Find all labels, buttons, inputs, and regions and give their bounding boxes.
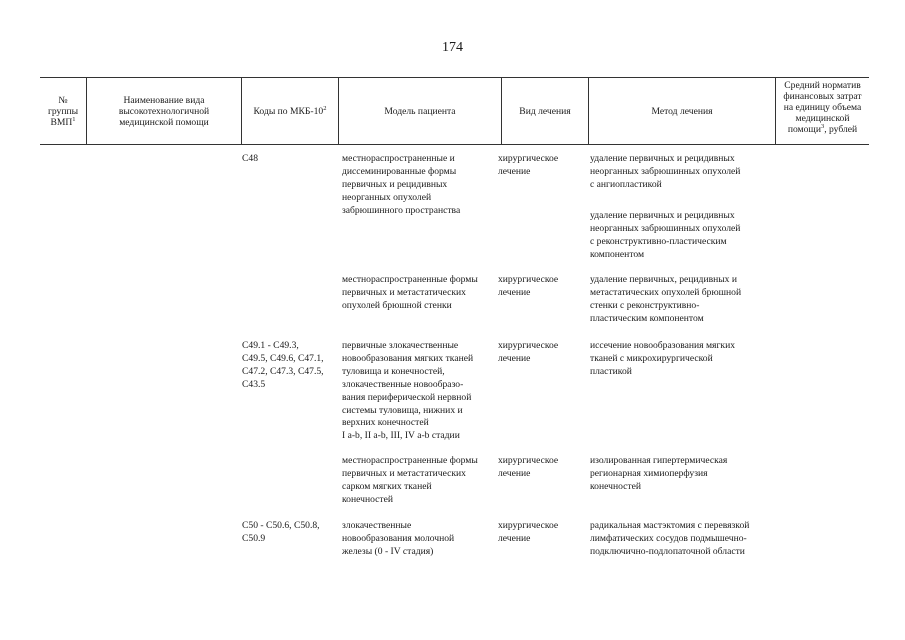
cell-codes: C49.1 - C49.3, C49.5, C49.6, C47.1, C47.2, C47.3, C47.5, C43.5 xyxy=(242,340,324,390)
table-body xyxy=(40,145,869,565)
header-average-cost: Средний норматив финансовых затрат на единицу объема медицинской помощи$^3$, рублей xyxy=(775,78,869,144)
cell-codes: C48 xyxy=(242,153,258,164)
cell-treatment-method: иссечение новообразования мягких тканей с микрохирургической пластикой xyxy=(590,340,736,377)
cell-treatment-type: хирургическое лечение xyxy=(498,153,559,177)
page-number: 174 xyxy=(442,40,463,55)
cell-treatment-type: хирургическое лечение xyxy=(498,340,559,364)
cell-patient-model: первичные злокачественные новообразования мягких тканей туловища и конечностей, злокачественные новообразо- вания периферической нервной системы туловища, нижних и верхних конечностей I a-b, II a-b, III, IV a-b стадии xyxy=(342,340,474,442)
cell-patient-model: местнораспространенные формы первичных и метастатических сарком мягких тканей конечностей xyxy=(342,455,478,505)
header-care-type-name: Наименование вида высокотехнологичной медицинской помощи xyxy=(86,78,241,144)
cell-treatment-method: удаление первичных и рецидивных неорганных забрюшинных опухолей с реконструктивно-пластическим компонентом xyxy=(590,210,741,260)
cell-treatment-method: радикальная мастэктомия с перевязкой лимфатических сосудов подмышечно- подключично-подлопаточной области xyxy=(590,520,750,557)
header-treatment-method: Метод лечения xyxy=(588,78,775,144)
cell-treatment-type: хирургическое лечение xyxy=(498,455,559,479)
header-treatment-type: Вид лечения xyxy=(501,78,588,144)
cell-treatment-type: хирургическое лечение xyxy=(498,520,559,544)
cell-treatment-method: изолированная гипертермическая регионарная химиоперфузия конечностей xyxy=(590,455,728,492)
cell-patient-model: местнораспространенные и диссеминированные формы первичных и рецидивных неорганных опухолей забрюшинного пространства xyxy=(342,153,461,216)
cell-treatment-method: удаление первичных, рецидивных и метастатических опухолей брюшной стенки с реконструктивно- пластическим компонентом xyxy=(590,274,742,324)
header-patient-model: Модель пациента xyxy=(338,78,501,144)
table-header xyxy=(40,77,869,145)
header-group-number: № группы ВМП$^1$ xyxy=(47,94,79,128)
medical-care-table xyxy=(40,77,869,565)
header-icd-codes: Коды по МКБ-$10^2$ xyxy=(241,78,338,144)
cell-patient-model: злокачественные новообразования молочной железы (0 - IV стадия) xyxy=(342,520,455,557)
cell-treatment-method: удаление первичных и рецидивных неорганных забрюшинных опухолей с ангиопластикой xyxy=(590,153,741,190)
cell-treatment-type: хирургическое лечение xyxy=(498,274,559,298)
cell-patient-model: местнораспространенные формы первичных и метастатических опухолей брюшной стенки xyxy=(342,274,478,311)
cell-codes: C50 - C50.6, C50.8, C50.9 xyxy=(242,520,320,544)
